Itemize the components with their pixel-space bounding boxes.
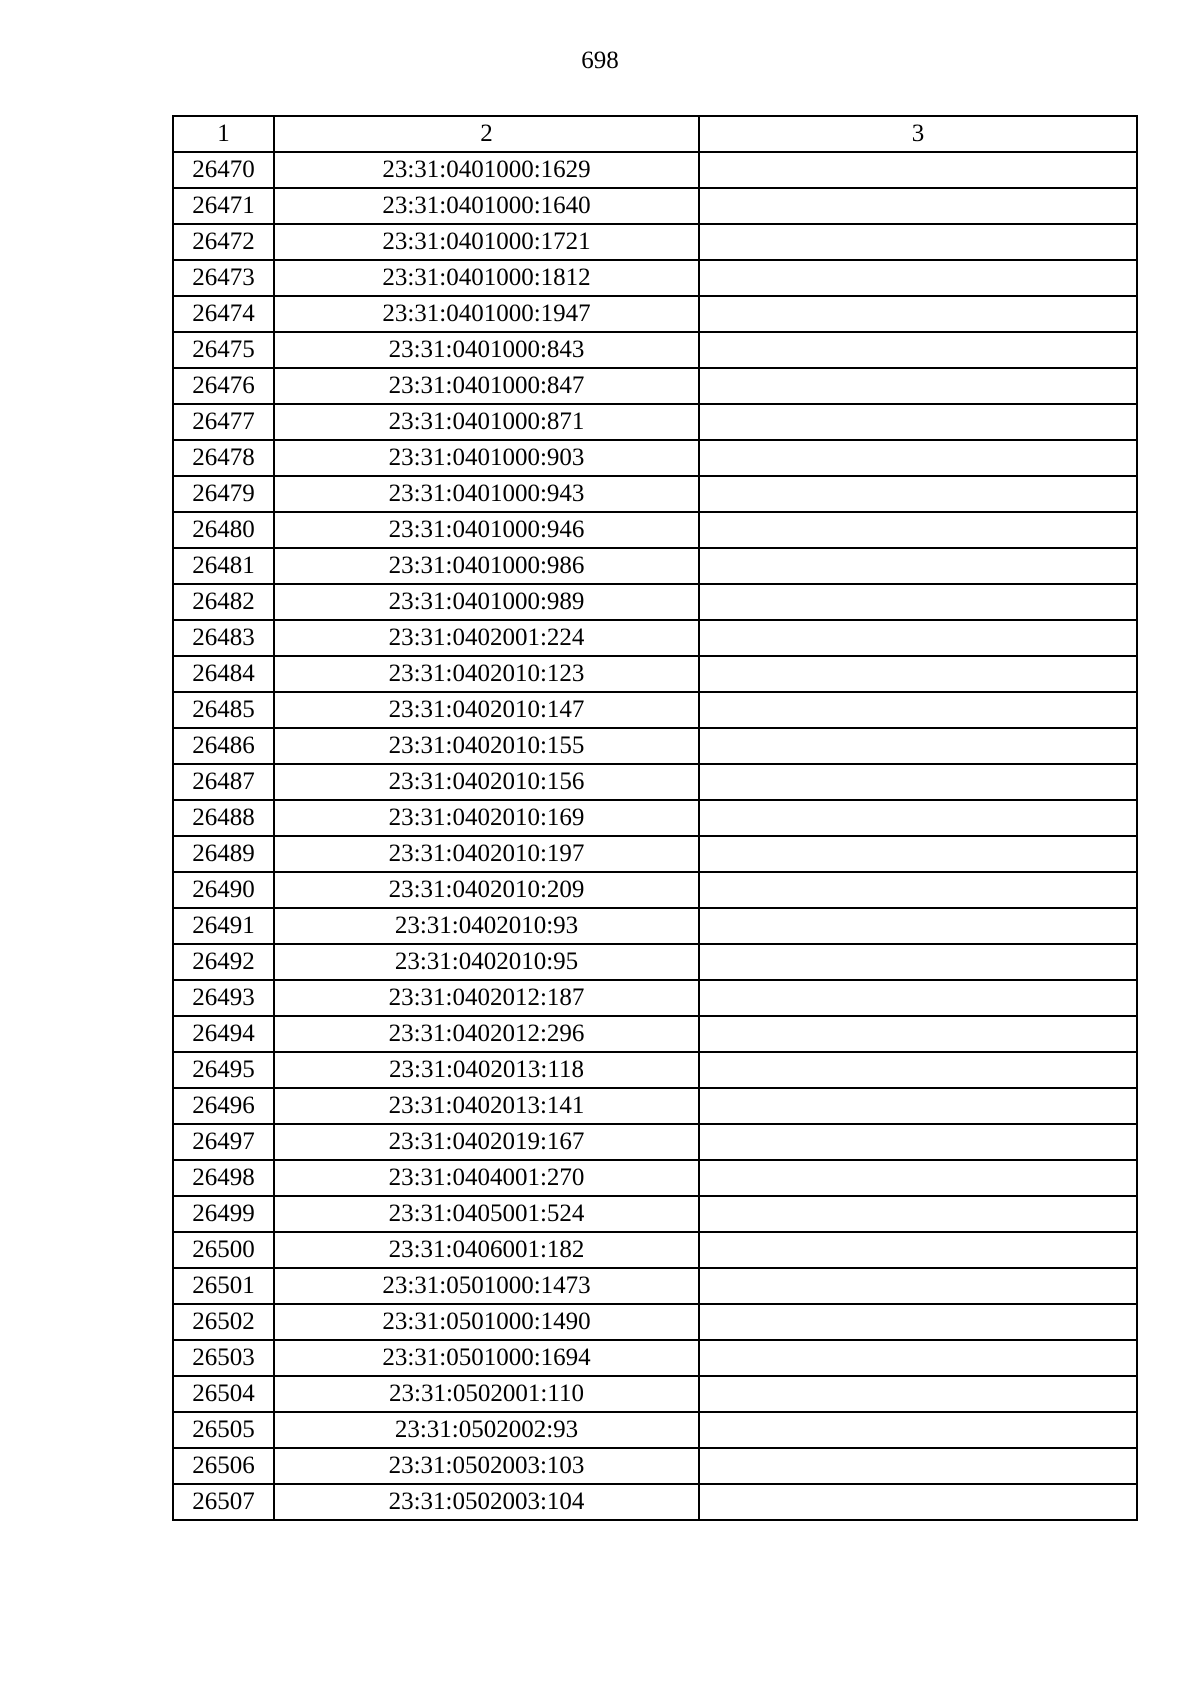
table-row — [173, 188, 1137, 224]
cadastral-number-cell: 23:31:0402010:156 — [274, 764, 699, 800]
table-body — [173, 116, 1137, 1520]
row-number-cell: 26477 — [173, 404, 274, 440]
cadastral-number-cell: 23:31:0401000:847 — [274, 368, 699, 404]
table-row — [173, 656, 1137, 692]
table-row — [173, 800, 1137, 836]
table-row — [173, 260, 1137, 296]
notes-cell — [699, 1376, 1137, 1412]
table-row — [173, 584, 1137, 620]
row-number-cell: 26499 — [173, 1196, 274, 1232]
row-number-cell: 26484 — [173, 656, 274, 692]
row-number-cell: 26497 — [173, 1124, 274, 1160]
table-row — [173, 836, 1137, 872]
page-number: 698 — [581, 47, 619, 74]
cadastral-number-cell: 23:31:0402010:123 — [274, 656, 699, 692]
row-number-cell: 26503 — [173, 1340, 274, 1376]
table-header-row — [173, 116, 1137, 152]
cadastral-number-cell: 23:31:0402013:141 — [274, 1088, 699, 1124]
notes-cell — [699, 836, 1137, 872]
row-number-cell: 26501 — [173, 1268, 274, 1304]
row-number-cell: 26471 — [173, 188, 274, 224]
cadastral-number-cell: 23:31:0401000:1640 — [274, 188, 699, 224]
notes-cell — [699, 1160, 1137, 1196]
cadastral-number-cell: 23:31:0402012:187 — [274, 980, 699, 1016]
row-number-cell: 26488 — [173, 800, 274, 836]
row-number-cell: 26492 — [173, 944, 274, 980]
notes-cell — [699, 476, 1137, 512]
table-row — [173, 368, 1137, 404]
cadastral-number-cell: 23:31:0502002:93 — [274, 1412, 699, 1448]
table-row — [173, 692, 1137, 728]
notes-cell — [699, 620, 1137, 656]
notes-cell — [699, 1304, 1137, 1340]
table-row — [173, 1196, 1137, 1232]
row-number-cell: 26493 — [173, 980, 274, 1016]
row-number-cell: 26475 — [173, 332, 274, 368]
row-number-cell: 26483 — [173, 620, 274, 656]
cadastral-number-cell: 23:31:0401000:1947 — [274, 296, 699, 332]
table-row — [173, 728, 1137, 764]
row-number-cell: 26507 — [173, 1484, 274, 1520]
notes-cell — [699, 584, 1137, 620]
notes-cell — [699, 1088, 1137, 1124]
cadastral-number-cell: 23:31:0401000:871 — [274, 404, 699, 440]
notes-cell — [699, 404, 1137, 440]
table-row — [173, 620, 1137, 656]
notes-cell — [699, 1448, 1137, 1484]
row-number-cell: 26486 — [173, 728, 274, 764]
data-table — [172, 115, 1138, 1521]
table-row — [173, 296, 1137, 332]
row-number-cell: 26479 — [173, 476, 274, 512]
notes-cell — [699, 260, 1137, 296]
table-row — [173, 908, 1137, 944]
notes-cell — [699, 224, 1137, 260]
row-number-cell: 26474 — [173, 296, 274, 332]
header-cell-3: 3 — [699, 116, 1137, 152]
cadastral-number-cell: 23:31:0501000:1490 — [274, 1304, 699, 1340]
cadastral-number-cell: 23:31:0401000:1812 — [274, 260, 699, 296]
cadastral-number-cell: 23:31:0402010:147 — [274, 692, 699, 728]
row-number-cell: 26491 — [173, 908, 274, 944]
row-number-cell: 26500 — [173, 1232, 274, 1268]
cadastral-number-cell: 23:31:0501000:1694 — [274, 1340, 699, 1376]
notes-cell — [699, 1268, 1137, 1304]
table-row — [173, 872, 1137, 908]
table-row — [173, 1448, 1137, 1484]
notes-cell — [699, 440, 1137, 476]
notes-cell — [699, 980, 1137, 1016]
table-row — [173, 404, 1137, 440]
row-number-cell: 26496 — [173, 1088, 274, 1124]
table-row — [173, 548, 1137, 584]
table-row — [173, 224, 1137, 260]
table-row — [173, 1412, 1137, 1448]
cadastral-number-cell: 23:31:0402012:296 — [274, 1016, 699, 1052]
notes-cell — [699, 152, 1137, 188]
row-number-cell: 26472 — [173, 224, 274, 260]
cadastral-number-cell: 23:31:0402010:95 — [274, 944, 699, 980]
notes-cell — [699, 692, 1137, 728]
table-row — [173, 764, 1137, 800]
cadastral-number-cell: 23:31:0402019:167 — [274, 1124, 699, 1160]
notes-cell — [699, 908, 1137, 944]
notes-cell — [699, 548, 1137, 584]
cadastral-number-cell: 23:31:0502003:104 — [274, 1484, 699, 1520]
cadastral-number-cell: 23:31:0401000:1721 — [274, 224, 699, 260]
table-row — [173, 1124, 1137, 1160]
notes-cell — [699, 1484, 1137, 1520]
notes-cell — [699, 1124, 1137, 1160]
notes-cell — [699, 1412, 1137, 1448]
cadastral-number-cell: 23:31:0402013:118 — [274, 1052, 699, 1088]
notes-cell — [699, 1232, 1137, 1268]
table-row — [173, 1484, 1137, 1520]
cadastral-number-cell: 23:31:0501000:1473 — [274, 1268, 699, 1304]
notes-cell — [699, 800, 1137, 836]
header-cell-1: 1 — [173, 116, 274, 152]
cadastral-number-cell: 23:31:0502003:103 — [274, 1448, 699, 1484]
table-row — [173, 512, 1137, 548]
table-row — [173, 440, 1137, 476]
cadastral-number-cell: 23:31:0402010:197 — [274, 836, 699, 872]
row-number-cell: 26495 — [173, 1052, 274, 1088]
row-number-cell: 26481 — [173, 548, 274, 584]
row-number-cell: 26478 — [173, 440, 274, 476]
table-row — [173, 1340, 1137, 1376]
cadastral-number-cell: 23:31:0402010:93 — [274, 908, 699, 944]
notes-cell — [699, 512, 1137, 548]
table-row — [173, 476, 1137, 512]
cadastral-number-cell: 23:31:0404001:270 — [274, 1160, 699, 1196]
notes-cell — [699, 188, 1137, 224]
table-row — [173, 1232, 1137, 1268]
cadastral-number-cell: 23:31:0402010:209 — [274, 872, 699, 908]
cadastral-number-cell: 23:31:0401000:989 — [274, 584, 699, 620]
cadastral-number-cell: 23:31:0402010:169 — [274, 800, 699, 836]
cadastral-number-cell: 23:31:0502001:110 — [274, 1376, 699, 1412]
notes-cell — [699, 872, 1137, 908]
notes-cell — [699, 1016, 1137, 1052]
row-number-cell: 26490 — [173, 872, 274, 908]
table-row — [173, 1160, 1137, 1196]
notes-cell — [699, 764, 1137, 800]
table-row — [173, 1052, 1137, 1088]
table-row — [173, 1016, 1137, 1052]
table-row — [173, 332, 1137, 368]
notes-cell — [699, 944, 1137, 980]
table-row — [173, 1088, 1137, 1124]
table-row — [173, 152, 1137, 188]
table-row — [173, 1268, 1137, 1304]
notes-cell — [699, 368, 1137, 404]
cadastral-number-cell: 23:31:0401000:986 — [274, 548, 699, 584]
row-number-cell: 26506 — [173, 1448, 274, 1484]
notes-cell — [699, 728, 1137, 764]
cadastral-number-cell: 23:31:0401000:903 — [274, 440, 699, 476]
row-number-cell: 26485 — [173, 692, 274, 728]
row-number-cell: 26473 — [173, 260, 274, 296]
row-number-cell: 26487 — [173, 764, 274, 800]
cadastral-number-cell: 23:31:0401000:843 — [274, 332, 699, 368]
row-number-cell: 26498 — [173, 1160, 274, 1196]
notes-cell — [699, 1340, 1137, 1376]
cadastral-number-cell: 23:31:0402010:155 — [274, 728, 699, 764]
table-row — [173, 944, 1137, 980]
cadastral-number-cell: 23:31:0402001:224 — [274, 620, 699, 656]
cadastral-number-cell: 23:31:0401000:946 — [274, 512, 699, 548]
row-number-cell: 26504 — [173, 1376, 274, 1412]
row-number-cell: 26476 — [173, 368, 274, 404]
notes-cell — [699, 1052, 1137, 1088]
notes-cell — [699, 1196, 1137, 1232]
cadastral-number-cell: 23:31:0405001:524 — [274, 1196, 699, 1232]
table-row — [173, 1304, 1137, 1340]
table-row — [173, 1376, 1137, 1412]
cadastral-number-cell: 23:31:0406001:182 — [274, 1232, 699, 1268]
row-number-cell: 26482 — [173, 584, 274, 620]
row-number-cell: 26480 — [173, 512, 274, 548]
row-number-cell: 26494 — [173, 1016, 274, 1052]
row-number-cell: 26489 — [173, 836, 274, 872]
cadastral-number-cell: 23:31:0401000:1629 — [274, 152, 699, 188]
row-number-cell: 26470 — [173, 152, 274, 188]
notes-cell — [699, 332, 1137, 368]
row-number-cell: 26502 — [173, 1304, 274, 1340]
row-number-cell: 26505 — [173, 1412, 274, 1448]
notes-cell — [699, 296, 1137, 332]
notes-cell — [699, 656, 1137, 692]
table-row — [173, 980, 1137, 1016]
cadastral-number-cell: 23:31:0401000:943 — [274, 476, 699, 512]
header-cell-2: 2 — [274, 116, 699, 152]
